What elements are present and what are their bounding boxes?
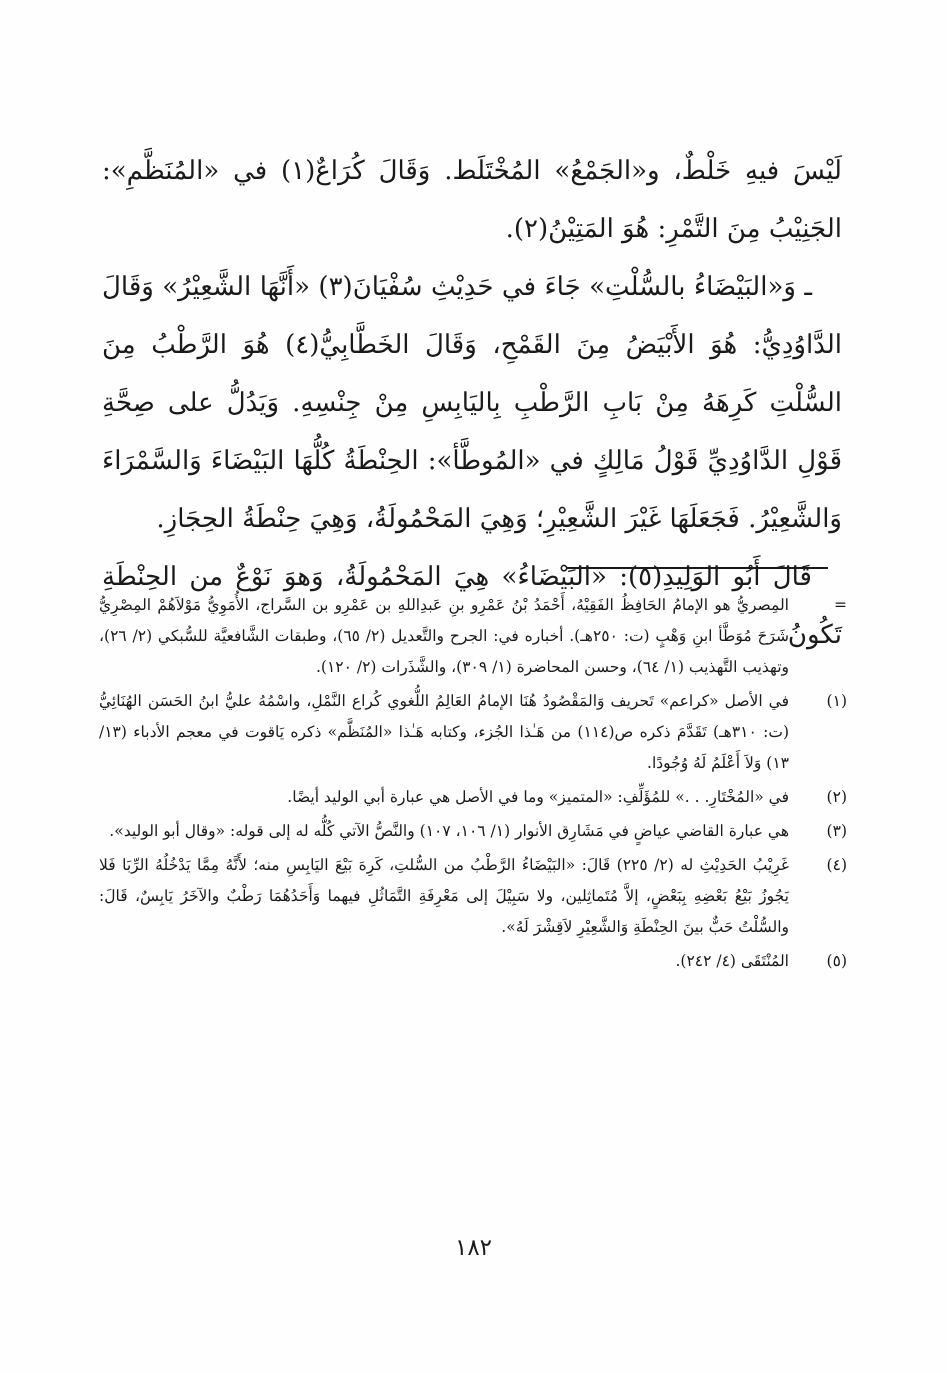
main-text-block <box>102 142 842 664</box>
page-number: ١٨٢ <box>454 1235 493 1261</box>
footnote-text: غَرِيْبُ الحَدِيْثِ له (٢/ ٢٢٥) قَالَ: «البَيْضَاءُ الرَّطْبُ من السُّلتِ، كَرِهَ بَيْعَ اليَابِسِ منه؛ لأَنَّهُ مِمَّا يَدْخُلُهُ الرِّبَا فَلا يَجُوزُ بَيْعُ بَعْضِهِ بِبَعْضٍ، إلاَّ مُتَماثِلين، ولا سَبِيْلَ إلى مَعْرِفَةِ التَّمَاثُلِ فيهما وَأَحَدُهُمَا رَطْبٌ والآخَرُ يَابِسٌ، قَالَ: والسُّلْتُ حَبٌّ بينَ الحِنْطَةِ وَالشَّعِيْرِ لاَقِشْرَ لَهُ». <box>99 856 789 936</box>
footnote-2 <box>99 782 847 813</box>
footnote-1 <box>99 686 847 779</box>
footnote-marker: (٢) <box>826 788 847 806</box>
footnote-5 <box>99 946 847 977</box>
footnote-marker: (٤) <box>826 856 847 874</box>
footnote-text: المِصريُّ هو الإمامُ الحَافِظُ الفَقِيْهُ، أَحْمَدُ بْنُ عَمْرِو بنِ عَبدِاللهِ بن عَمْرِو بن السَّراج، الأُمَوِيُّ مَوْلاَهُمْ المِصْرِيُّ شَرَحَ مُوَطَّأ ابنِ وَهْبٍ (ت: ٢٥٠هـ). أخباره في: الجرح والتَّعديل (٢/ ٦٥)، وطبقات الشَّافعيَّة للسُّبكي (٢/ ٢٦)، وتهذيب التَّهذيب (١/ ٦٤)، وحسن المحاضرة (١/ ٣٠٩)، والشَّذَرات (٢/ ١٢٠). <box>99 596 790 676</box>
footnote-separator-line <box>566 567 828 569</box>
footnote-3 <box>99 816 847 847</box>
footnote-4 <box>99 850 847 943</box>
footnote-marker: (٥) <box>826 952 847 970</box>
main-paragraph-3: قَالَ أَبُو الوَلِيدِ(٥): «البَيْضَاءُ» هِيَ المَحْمُولَةُ، وَهوَ نَوْعٌ من الحِنْطَةِ تَكُونُ <box>102 562 842 650</box>
footnote-marker: (١) <box>826 692 847 710</box>
footnote-marker: (٣) <box>826 822 847 840</box>
footnote-text: هي عبارة القاضي عياضٍ في مَشَارِق الأنوار (١/ ١٠٦، ١٠٧) والنَّصُّ الآتي كُلُّه له إلى قوله: «وقال أبو الوليد». <box>109 822 789 840</box>
footnote-text: المُنْتَقَى (٤/ ٢٤٢). <box>675 952 789 970</box>
main-paragraph-2: ـ وَ«البَيْضَاءُ بالسُّلْتِ» جَاءَ في حَدِيْثِ سُفْيَانَ(٣) «أَنَّهَا الشَّعِيْرُ» وَقَالَ الدَّاوُدِيُّ: هُوَ الأَبْيَضُ مِنَ القَمْحِ، وَقَالَ الخَطَّابِيُّ(٤) هُوَ الرَّطْبُ مِنَ السُّلْتِ كَرِهَهُ مِنْ بَابِ الرَّطْبِ بِاليَابِسِ مِنْ جِنْسِهِ. وَيَدُلُّ على صِحَّةِ قَوْلِ الدَّاوُدِيِّ قَوْلُ مَالِكٍ في «المُوطَّأ»: الحِنْطَةُ كُلُّهَا البَيْضَاءَ وَالسَّمْرَاءَ وَالشَّعِيْرُ. فَجَعَلَهَا غَيْرَ الشَّعِيْرِ؛ وَهِيَ المَحْمُولَةُ، وَهِيَ حِنْطَةُ الحِجَازِ. <box>102 272 842 534</box>
footnotes-block <box>99 590 847 980</box>
footnote-text: في الأصل «كراعم» تَحريف وَالمَقْصُودُ هُنَا الإمامُ العَالِمُ اللُّغوي كُراع النَّمْلِ، واسْمُهُ عليُّ ابنُ الحَسَن الهُنَائِيُّ (ت: ٣١٠هـ) تَقَدَّمَ ذكره ص(١١٤) من هَـٰذا الجُزء، وكتابه هَـٰذا «المُنَظَّم» ذكره يَاقوت في معجم الأدباء (١٣/ ١٣) وَلاَ أَعْلَمُ لَهُ وُجُودًا. <box>99 692 789 772</box>
footnote-continuation <box>99 590 847 683</box>
main-paragraph-1: لَيْسَ فيهِ خَلْطٌ، و«الجَمْعُ» المُخْتَلَط. وَقَالَ كُرَاعٌ(١) في «المُنَظَّمِ»: الجَنِيْبُ مِنَ التَّمْرِ: هُوَ المَتِيْنُ(٢). <box>102 156 842 244</box>
footnote-marker: = <box>834 596 847 614</box>
footnote-text: في «المُخْتَارِ. . .» للمُؤَلِّفِ: «المتميز» وما في الأصل هي عبارة أبي الوليد أيضًا. <box>287 788 789 806</box>
